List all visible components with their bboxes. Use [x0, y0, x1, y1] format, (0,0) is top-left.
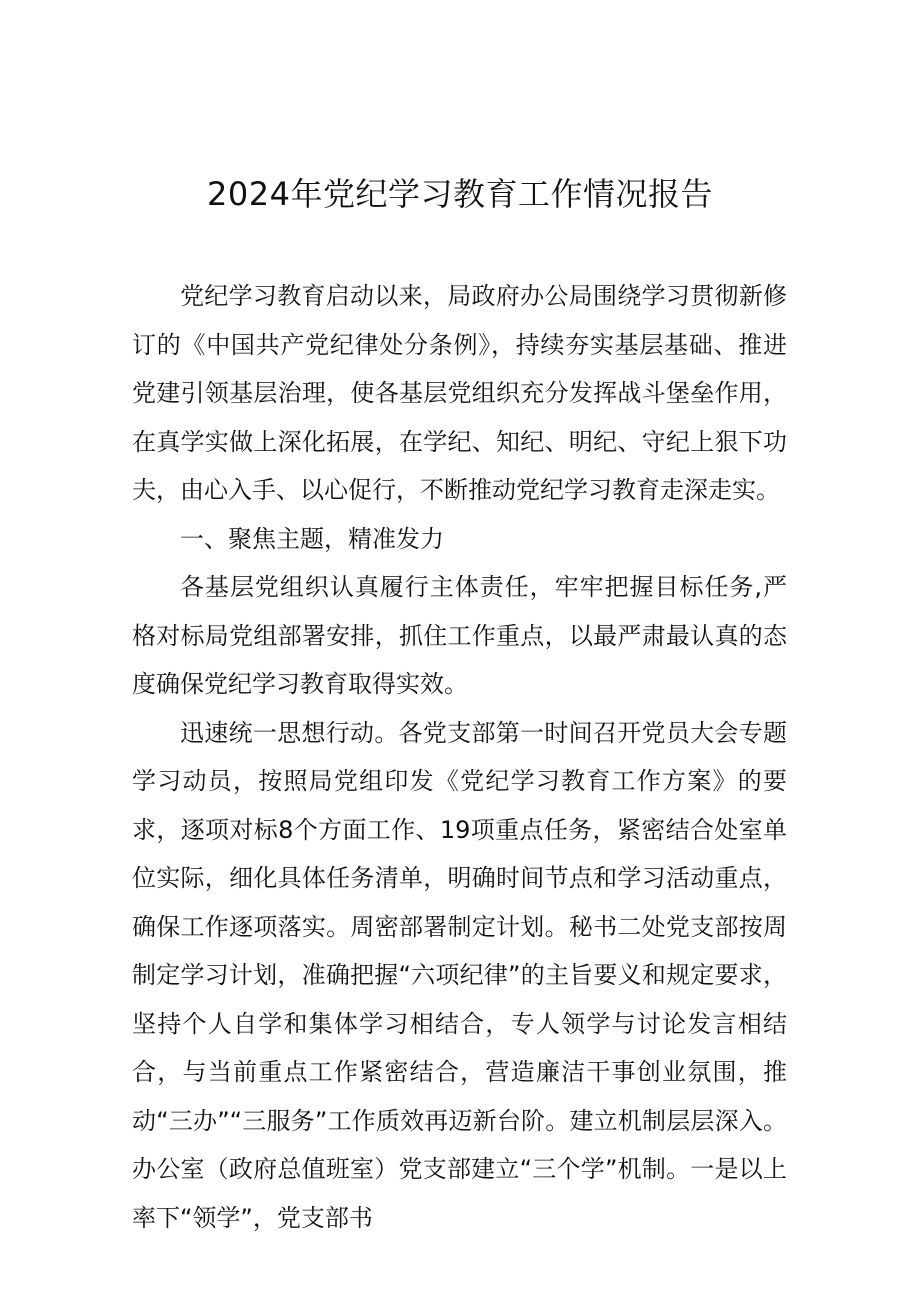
paragraph-intro: 党纪学习教育启动以来，局政府办公局围绕学习贯彻新修订的《中国共产党纪律处分条例》，持续夯实基层基础、推进党建引领基层治理，使各基层党组织充分发挥战斗堡垒作用，在真学实做上深化拓展，在学纪、知纪、明纪、守纪上狠下功夫，由心入手、以心促行，不断推动党纪学习教育走深走实。 — [132, 282, 787, 504]
paragraph-actions: 迅速统一思想行动。各党支部第一时间召开党员大会专题学习动员，按照局党组印发《党纪学习教育工作方案》的要求，逐项对标8个方面工作、19项重点任务，紧密结合处室单位实际，细化具体任务清单，明确时间节点和学习活动重点，确保工作逐项落实。周密部署制定计划。秘书二处党支部按周制定学习计划，准确把握“六项纪律”的主旨要义和规定要求，坚持个人自学和集体学习相结合，专人领学与讨论发言相结合，与当前重点工作紧密结合，营造廉洁干事创业氛围，推动“三办”“三服务”工作质效再迈新台阶。建立机制层层深入。办公室（政府总值班室）党支部建立“三个学”机制。一是以上率下“领学”，党支部书 — [132, 718, 787, 1232]
document-body — [132, 272, 787, 1242]
document-title: 2024年党纪学习教育工作情况报告 — [207, 175, 713, 213]
section-heading-1: 一、聚焦主题，精准发力 — [180, 524, 444, 553]
paragraph-responsibility: 各基层党组织认真履行主体责任，牢牢把握目标任务,严格对标局党组部署安排，抓住工作重点，以最严肃最认真的态度确保党纪学习教育取得实效。 — [132, 573, 787, 698]
